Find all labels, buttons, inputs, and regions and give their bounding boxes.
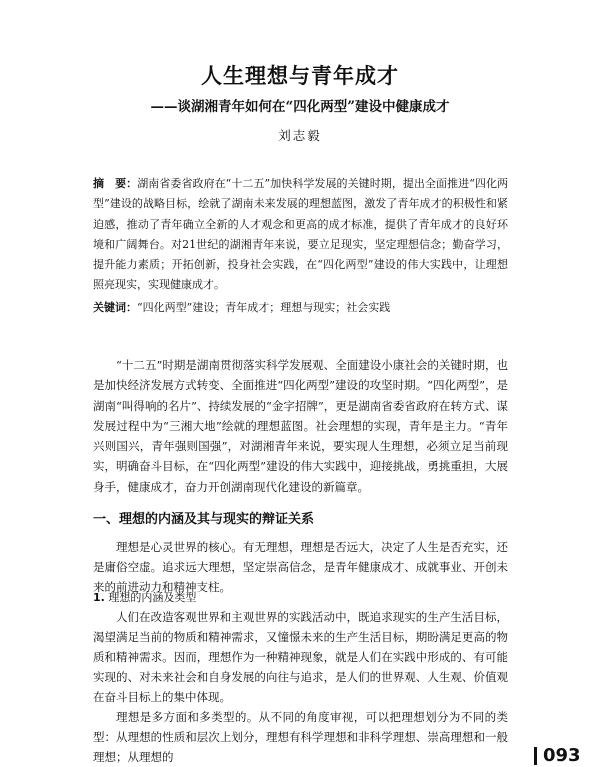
subsection-title: 理想的内涵及类型 — [108, 591, 197, 604]
abstract-text: 湖南省委省政府在“十二五”加快科学发展的关键时期，提出全面推进“四化两型”建设的战略目标，绘就了湖南未来发展的理想蓝图，激发了青年成才的积极性和紧迫感，推动了青年确立全新的人才观念和更高的成才标准，提供了青年成才的良好环境和广阔舞台。对21世纪的湖湘青年来说，要立足现实，坚定理想信念；勤奋学习，提升能力素质；开拓创新，投身社会实践，在“四化两型”建设的伟大实践中，让理想照亮现实，实现健康成才。 — [93, 177, 509, 292]
keywords-text: “四化两型”建设；青年成才；理想与现实；社会实践 — [137, 301, 391, 314]
article-author: 刘志毅 — [278, 128, 322, 143]
body-paragraph: 人们在改造客观世界和主观世界的实践活动中，既追求现实的生产生活目标，渴望满足当前的物质和精神需求，又憧憬未来的生产生活目标，期盼满足更高的物质和精神需求。因而，理想作为一种精神现象，就是人们在实践中形成的、有可能实现的、对未来社会和自身发展的向往与追求，是人们的世界观、人生观、价值观在奋斗目标上的集中体现。 — [93, 610, 508, 704]
page-number-text: 093 — [543, 745, 581, 766]
keywords-label: 关键词： — [93, 301, 137, 314]
body-paragraph: 理想是多方面和多类型的。从不同的角度审视，可以把理想划分为不同的类型：从理想的性质和层次上划分，理想有科学理想和非科学理想、崇高理想和一般理想；从理想的 — [93, 710, 508, 764]
keywords — [93, 299, 508, 317]
article-title: 人生理想与青年成才 — [201, 64, 399, 88]
abstract-label: 摘 要： — [93, 177, 138, 190]
subsection-heading — [93, 589, 508, 607]
subsection-number: 1. — [93, 591, 105, 604]
abstract — [93, 174, 508, 296]
page-number-bar — [534, 747, 537, 765]
section-heading: 一、理想的内涵及其与现实的辩证关系 — [93, 512, 315, 527]
article-subtitle: ——谈湖湘青年如何在“四化两型”建设中健康成才 — [150, 99, 450, 115]
page-number — [534, 747, 598, 765]
intro-paragraph: “十二五”时期是湖南贯彻落实科学发展观、全面建设小康社会的关键时期，也是加快经济发展方式转变、全面推进“四化两型”建设的攻坚时期。“四化两型”，是湖南“叫得响的名片”、持续发展的“金字招牌”，更是湖南省委省政府在转方式、谋发展过程中为“三湘大地”绘就的理想蓝图。社会理想的实现，青年是主力。“青年兴则国兴，青年强则国强”，对湖湘青年来说，要实现人生理想，必须立足当前现实，明确奋斗目标，在“四化两型”建设的伟大实践中，迎接挑战，勇挑重担，大展身手，健康成才，奋力开创湖南现代化建设的新篇章。 — [93, 358, 508, 494]
body-paragraph: 理想是心灵世界的核心。有无理想，理想是否远大，决定了人生是否充实，还是庸俗空虚。追求远大理想，坚定崇高信念，是青年健康成才、成就事业、开创未来的前进动力和精神支柱。 — [93, 540, 508, 594]
